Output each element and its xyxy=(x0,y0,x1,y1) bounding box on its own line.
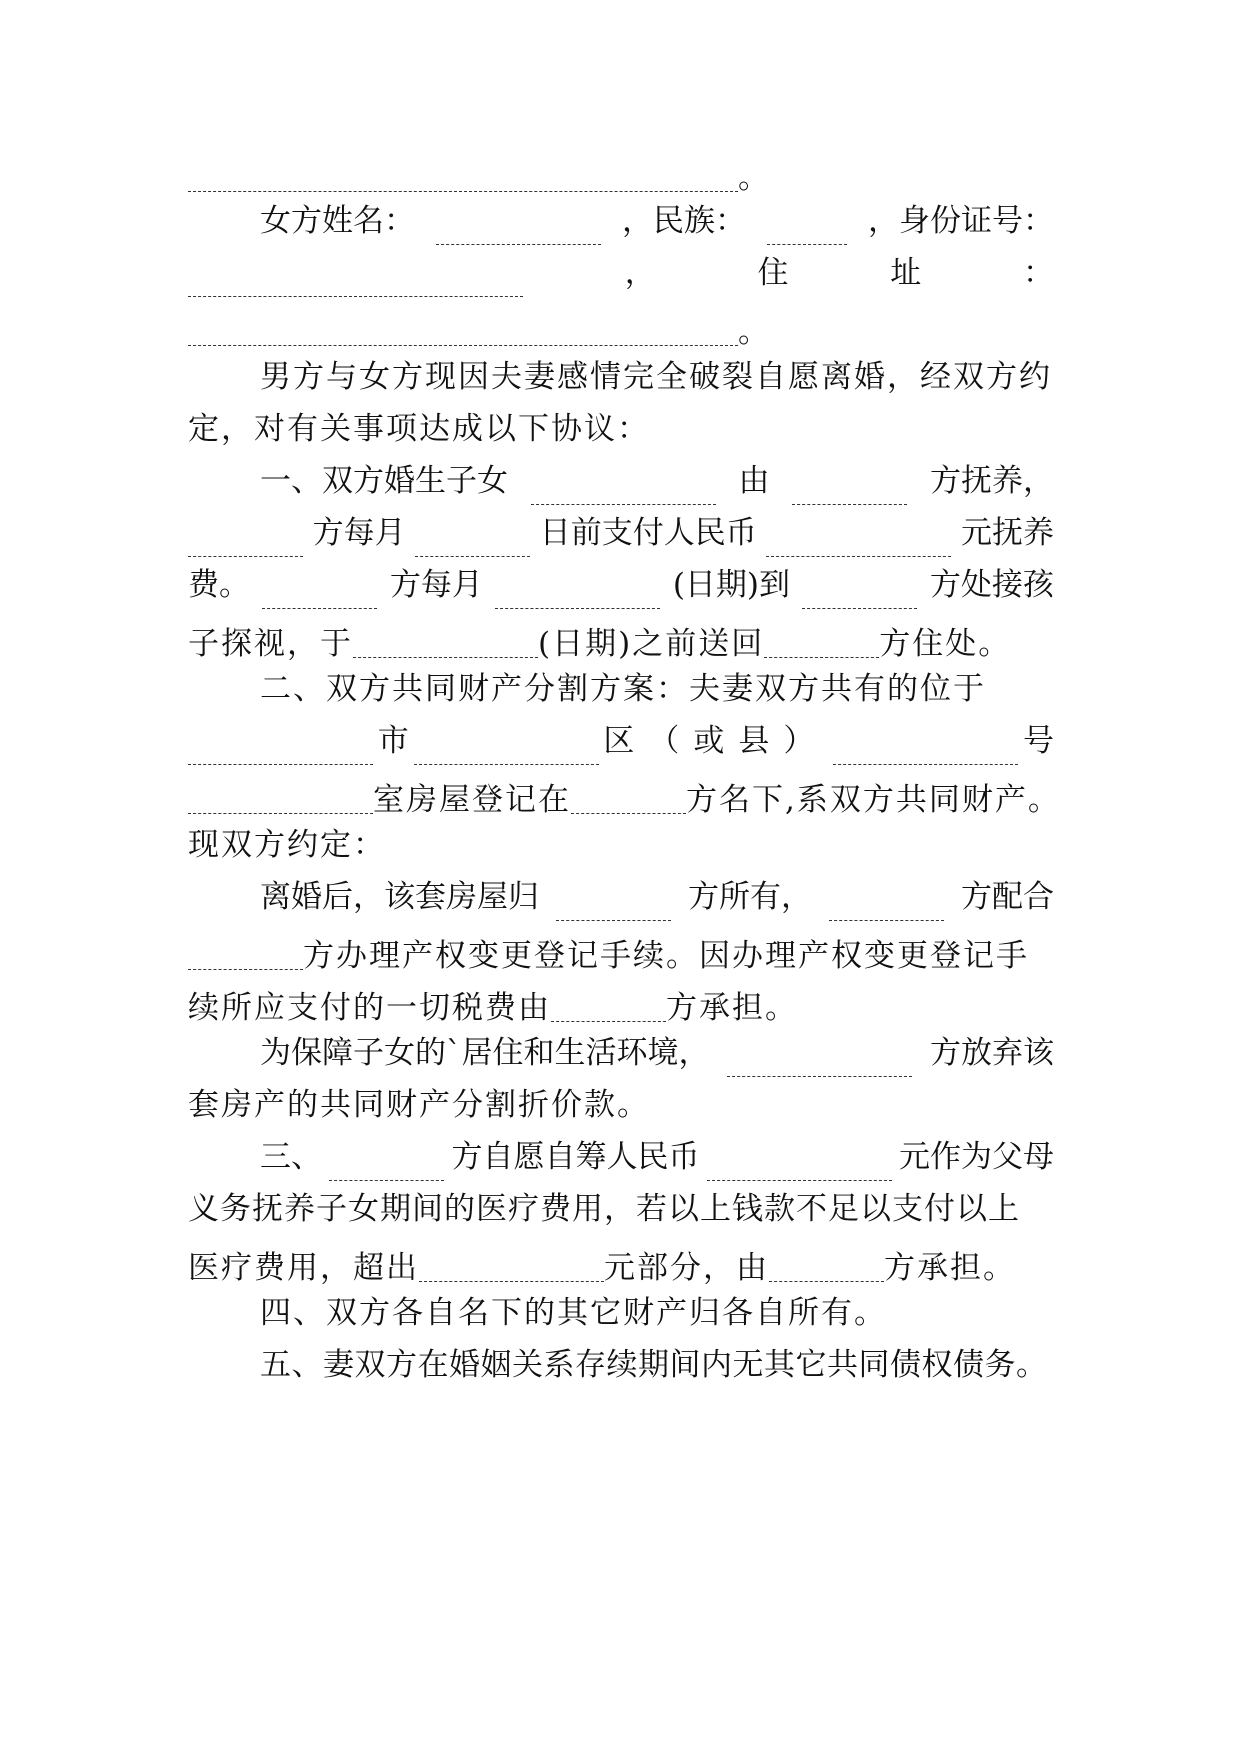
blank-field[interactable] xyxy=(188,926,303,966)
blank-field[interactable] xyxy=(792,461,907,501)
blank-field[interactable] xyxy=(415,513,530,553)
blank-field[interactable] xyxy=(707,1137,892,1177)
female-name-blank[interactable] xyxy=(436,201,601,241)
clause-1-line-3: 费。 方每月 (日期)到 方处接孩 xyxy=(188,567,1054,603)
address-blank[interactable] xyxy=(188,302,738,342)
clause-1-line-2: 方每月 日前支付人民币 元抚养 xyxy=(188,510,1054,556)
blank-field[interactable] xyxy=(551,978,666,1018)
blank-field[interactable] xyxy=(353,614,538,654)
doc-line-address: ， 住 址 ： xyxy=(188,250,1054,296)
doc-line-female-info xyxy=(188,198,1054,244)
clause-3-line-2: 义务抚养子女期间的医疗费用，若以上钱款不足以支付以上 xyxy=(188,1191,1020,1227)
blank-field[interactable] xyxy=(556,877,671,917)
blank-field[interactable] xyxy=(769,1238,884,1278)
blank-field[interactable] xyxy=(829,877,944,917)
female-name-label: 女方姓名： xyxy=(260,203,415,239)
house-line-1: 离婚后，该套房屋归 方所有， 方配合 xyxy=(260,879,1054,915)
doc-line-address-blank: 。 xyxy=(188,302,1054,348)
house-line-3: 续所应支付的一切税费由 方承担。 xyxy=(188,978,1054,1024)
house-line-5: 套房产的共同财产分割折价款。 xyxy=(188,1087,650,1123)
house-line-4: 为保障子女的`居住和生活环境， 方放弃该 xyxy=(260,1035,1054,1071)
blank-field[interactable] xyxy=(419,1238,604,1278)
id-number-blank[interactable] xyxy=(188,253,523,293)
clause-3-line-3: 医疗费用，超出 元部分，由 方承担。 xyxy=(188,1238,1054,1284)
blank-field[interactable] xyxy=(766,513,951,553)
clause-5: 五、妻双方在婚姻关系存续期间内无其它共同债权债务。 xyxy=(260,1347,1048,1383)
clause-4: 四、双方各自名下的其它财产归各自所有。 xyxy=(260,1295,887,1331)
blank-field[interactable] xyxy=(727,1033,912,1073)
clause-3-line-1: 三、 方自愿自筹人民币 元作为父母 xyxy=(260,1139,1054,1175)
district-blank[interactable] xyxy=(414,721,599,761)
blank-field[interactable] xyxy=(188,513,303,553)
blank-field[interactable] xyxy=(571,770,686,810)
doc-paragraph-intro-1: 男方与女方现因夫妻感情完全破裂自愿离婚，经双方约 xyxy=(260,359,1052,395)
house-line-2: 方办理产权变更登记手续。因办理产权变更登记手 xyxy=(188,926,1054,972)
doc-line-1: 。 xyxy=(188,148,1054,194)
clause-1-line-1: 一、双方婚生子女 由 方抚养， xyxy=(260,463,1054,499)
blank-field[interactable] xyxy=(764,614,879,654)
doc-paragraph-intro-2: 定，对有关事项达成以下协议： xyxy=(188,411,650,447)
clause-2-line-3: 室房屋登记在 方名下,系双方共同财产。 xyxy=(188,770,1054,816)
street-number-blank[interactable] xyxy=(833,721,1018,761)
blank-field[interactable] xyxy=(531,461,716,501)
blank-field[interactable] xyxy=(495,565,660,605)
city-blank[interactable] xyxy=(188,721,373,761)
clause-2-line-4: 现双方约定： xyxy=(188,827,386,863)
blank-field[interactable] xyxy=(329,1137,444,1177)
ethnicity-label: ，民族： xyxy=(622,203,746,239)
blank-field[interactable] xyxy=(188,148,738,188)
room-blank[interactable] xyxy=(188,770,373,810)
clause-1-line-4: 子探视，于 (日期)之前送回 方住处。 xyxy=(188,614,1054,660)
blank-field[interactable] xyxy=(262,565,377,605)
id-label: ，身份证号： xyxy=(868,203,1054,239)
ethnicity-blank[interactable] xyxy=(767,201,847,241)
blank-field[interactable] xyxy=(802,565,917,605)
clause-2-line-1: 二、双方共同财产分割方案：夫妻双方共有的位于 xyxy=(260,671,986,707)
clause-2-line-2: 市 区（或县） 号 xyxy=(188,718,1054,764)
